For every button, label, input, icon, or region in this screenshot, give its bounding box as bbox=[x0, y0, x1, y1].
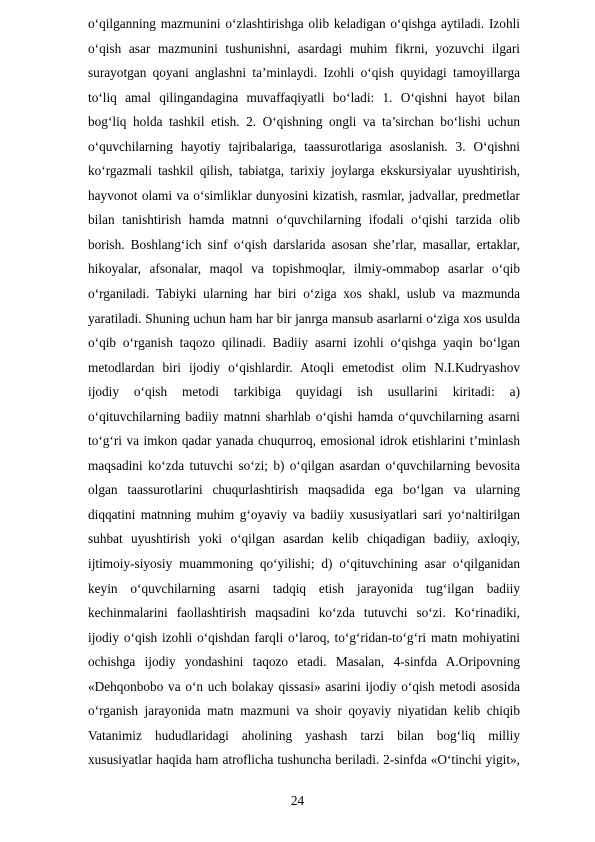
text-line: suhbat uyushtirish yoki o‘qilgan asardan kelib chiqadigan badiiy, axloqiy, bbox=[88, 531, 520, 547]
text-line: to‘liq amal qilingandagina muvaffaqiyatli bo‘ladi: 1. O‘qishni hayot bilan bbox=[88, 89, 520, 105]
text-line: borish. Boshlang‘ich sinf o‘qish darslarida asosan she’rlar, masallar, ertaklar, bbox=[88, 236, 520, 252]
text-line: o‘quvchilarning hayotiy tajribalariga, taassurotlariga asoslanish. 3. O‘qishni bbox=[88, 138, 520, 154]
text-line: to‘g‘ri va imkon qadar yanada chuqurroq, emosional idrok etishlarini t’minlash bbox=[88, 433, 520, 449]
text-line: o‘qituvchilarning badiiy matnni sharhlab o‘qishi hamda o‘quvchilarning asarni bbox=[88, 408, 520, 424]
text-line: maqsadini ko‘zda tutuvchi so‘zi; b) o‘qilgan asardan o‘quvchilarning bevosita bbox=[88, 457, 520, 473]
text-line: o‘qilganning mazmunini o‘zlashtirishga olib keladigan o‘qishga aytiladi. Izohli bbox=[88, 16, 520, 31]
text-line: surayotgan qoyani anglashni ta’minlaydi. Izohli o‘qish quyidagi tamoyillarga bbox=[88, 65, 520, 81]
text-line: ijodiy o‘qish izohli o‘qishdan farqli o‘laroq, to‘g‘ridan-to‘g‘ri matn mohiyatini bbox=[88, 629, 520, 645]
text-line: o‘rganish jarayonida matn mazmuni va shoir qoyaviy niyatidan kelib chiqib bbox=[88, 703, 520, 719]
page-number: 24 bbox=[290, 793, 305, 808]
text-line: keyin o‘quvchilarning asarni tadqiq etish jarayonida tug‘ilgan badiiy bbox=[88, 580, 520, 596]
text-line: o‘qish asar mazmunini tushunishni, asardagi muhim fikrni, yozuvchi ilgari bbox=[88, 40, 520, 56]
text-line: ko‘rgazmali tashkil qilish, tabiatga, tarixiy joylarga ekskursiyalar uyushtirish, bbox=[88, 163, 520, 179]
body-text bbox=[88, 12, 520, 773]
text-line: kechinmalarini faollashtirish maqsadini ko‘zda tutuvchi so‘zi. Ko‘rinadiki, bbox=[88, 605, 520, 621]
text-line: metodlardan biri ijodiy o‘qishlardir. Atoqli emetodist olim N.I.Kudryashov bbox=[88, 359, 520, 375]
text-line: yaratiladi. Shuning uchun ham har bir janrga mansub asarlarni o‘ziga xos usulda bbox=[88, 310, 520, 326]
text-line: bilan tanishtirish hamda matnni o‘quvchilarning ifodali o‘qishi tarzida olib bbox=[88, 212, 520, 228]
text-line: ochishga ijodiy yondashini taqozo etadi. Masalan, 4-sinfda A.Oripovning bbox=[88, 654, 520, 670]
text-line: o‘rganiladi. Tabiyki ularning har biri o‘ziga xos shakl, uslub va mazmunda bbox=[88, 286, 520, 302]
text-line: ijtimoiy-siyosiy muammoning qo‘yilishi; d) o‘qituvchining asar o‘qilganidan bbox=[88, 556, 520, 572]
text-line: hikoyalar, afsonalar, maqol va topishmoqlar, ilmiy-ommabop asarlar o‘qib bbox=[88, 261, 520, 277]
text-line: olgan taassurotlarini chuqurlashtirish maqsadida ega bo‘lgan va ularning bbox=[88, 482, 520, 498]
text-line: hayvonot olami va o‘simliklar dunyosini kizatish, rasmlar, jadvallar, predmetlar bbox=[88, 187, 520, 203]
text-line: Vatanimiz hududlaridagi aholining yashash tarzi bilan bog‘liq milliy bbox=[88, 727, 520, 743]
text-line: «Dehqonbobo va o‘n uch bolakay qissasi» asarini ijodiy o‘qish metodi asosida bbox=[88, 678, 520, 694]
text-line: o‘qib o‘rganish taqozo qilinadi. Badiiy asarni izohli o‘qishga yaqin bo‘lgan bbox=[88, 335, 520, 351]
text-line: xususiyatlar haqida ham atroflicha tushuncha beriladi. 2-sinfda «O‘tinchi yigit», bbox=[88, 752, 520, 768]
text-line: diqqatini matnning muhim g‘oyaviy va badiiy xususiyatlari sari yo‘naltirilgan bbox=[88, 506, 520, 522]
text-line: ijodiy o‘qish metodi tarkibiga quyidagi ish usullarini kiritadi: a) bbox=[88, 384, 520, 400]
text-line: bog‘liq holda tashkil etish. 2. O‘qishning ongli va ta’sirchan bo‘lishi uchun bbox=[88, 114, 520, 130]
